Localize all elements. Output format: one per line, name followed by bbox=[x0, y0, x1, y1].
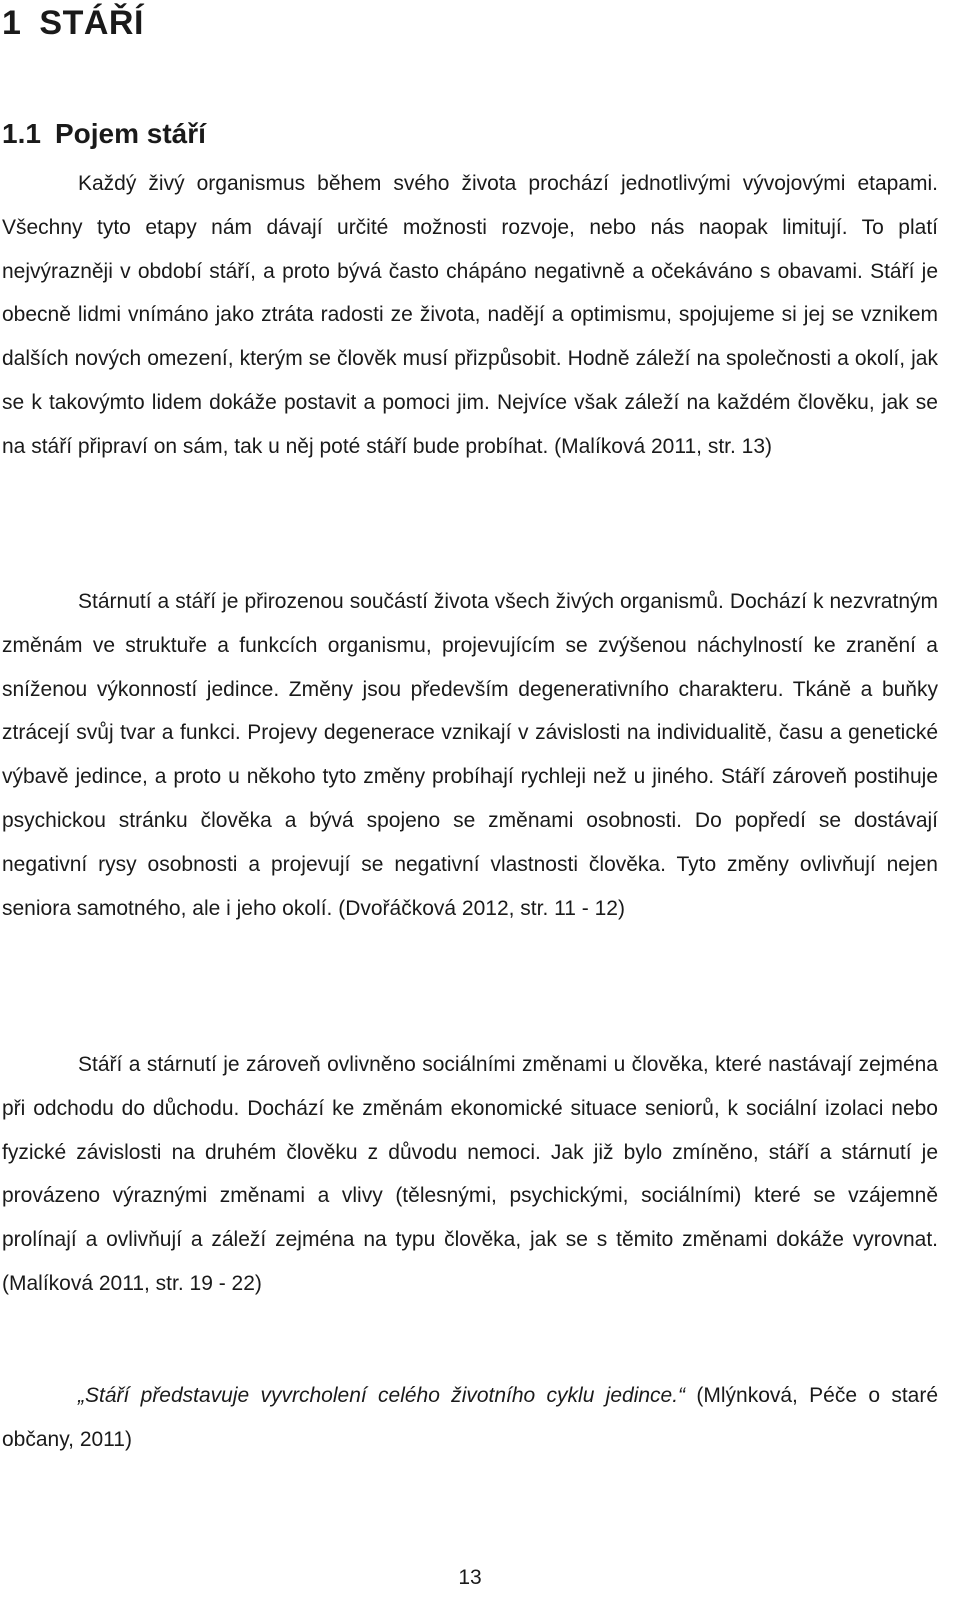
chapter-heading bbox=[2, 2, 144, 44]
section-number: 1.1 bbox=[2, 118, 41, 149]
quote-citation: (Mlýnková, Péče o staré občany, 2011) bbox=[2, 1384, 939, 1451]
section-title: Pojem stáří bbox=[54, 118, 206, 149]
paragraph: Každý živý organismus během svého života prochází jednotlivými vývojovými etapami. Všechny tyto etapy nám dávají určité možnosti rozvoje, nebo nás naopak limitují. To platí nejvýrazněji v období stáří, a proto bývá často chápáno negativně a očekáváno s obavami. Stáří je obecně lidmi vnímáno jako ztráta radosti ze života, nadějí a optimismu, spojujeme si jej se vznikem dalších nových omezení, kterým se člověk musí přizpůsobit. Hodně záleží na společnosti a okolí, jak se k takovýmto lidem dokáže postavit a pomoci jim. Nejvíce však záleží na každém člověku, jak se na stáří připraví on sám, tak u něj poté stáří bude probíhat. (Malíková 2011, str. 13) bbox=[2, 172, 938, 458]
chapter-number: 1 bbox=[2, 4, 22, 42]
chapter-title: STÁŘÍ bbox=[39, 4, 144, 42]
paragraph: Stáří a stárnutí je zároveň ovlivněno sociálními změnami u člověka, které nastávají zejména při odchodu do důchodu. Dochází ke změnám ekonomické situace seniorů, k sociální izolaci nebo fyzické závislosti na druhém člověku z důvodu nemoci. Jak již bylo zmíněno, stáří a stárnutí je provázeno výraznými změnami a vlivy (tělesnými, psychickými, sociálními) které se vzájemně prolínají a ovlivňují a záleží zejména na typu člověka, jak se s těmito změnami dokáže vyrovnat. (Malíková 2011, str. 19 - 22) bbox=[2, 1053, 938, 1295]
page-number: 13 bbox=[458, 1566, 482, 1589]
quote-paragraph bbox=[2, 1374, 938, 1462]
paragraph: Stárnutí a stáří je přirozenou součástí života všech živých organismů. Dochází k nezvratným změnám ve struktuře a funkcích organismu, projevujícím se zvýšenou náchylností ke zranění a sníženou výkonností jedince. Změny jsou především degenerativního charakteru. Tkáně a buňky ztrácejí svůj tvar a funkci. Projevy degenerace vznikají v závislosti na individualitě, času a genetické výbavě jedince, a proto u někoho tyto změny probíhají rychleji než u jiného. Stáří zároveň postihuje psychickou stránku člověka a bývá spojeno se změnami osobnosti. Do popředí se dostávají negativní rysy osobnosti a projevují se negativní vlastnosti člověka. Tyto změny ovlivňují nejen seniora samotného, ale i jeho okolí. (Dvořáčková 2012, str. 11 - 12) bbox=[2, 590, 938, 920]
section-heading bbox=[2, 116, 206, 152]
quote-text: „Stáří představuje vyvrcholení celého životního cyklu jedince.“ bbox=[78, 1384, 686, 1407]
